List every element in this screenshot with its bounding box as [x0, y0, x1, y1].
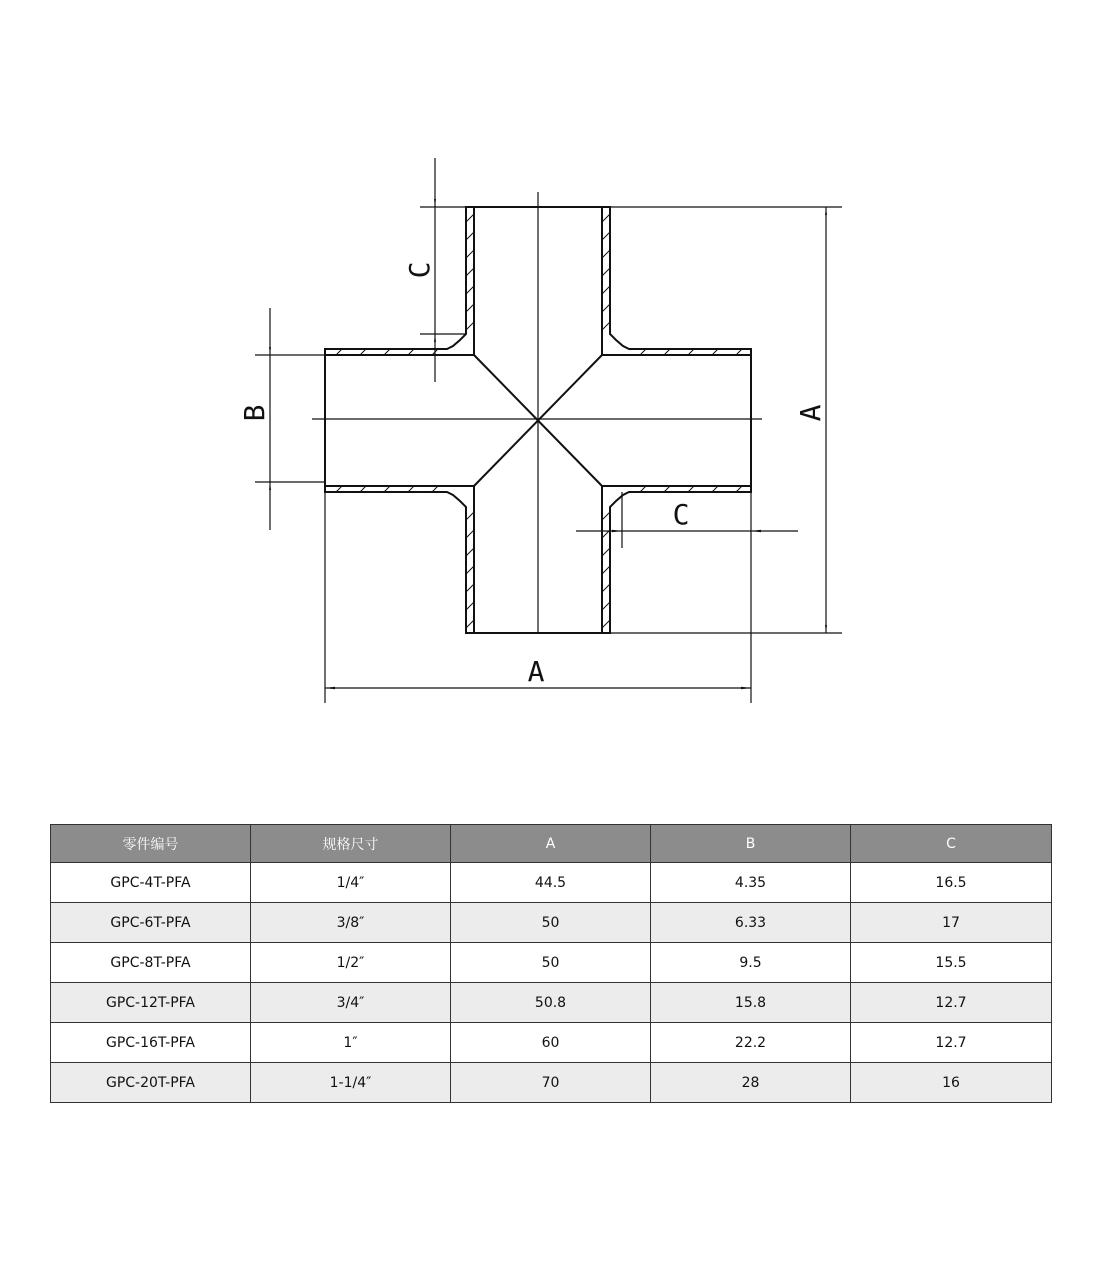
cell-c: 16	[851, 1063, 1052, 1103]
table-row	[51, 1063, 1052, 1103]
dimension-label-a-vertical: A	[794, 404, 827, 422]
cell-b: 4.35	[651, 863, 851, 903]
cell-b: 22.2	[651, 1023, 851, 1063]
cell-a: 70	[451, 1063, 651, 1103]
dimension-label-a-horizontal: A	[527, 655, 545, 688]
header-a: A	[451, 825, 651, 863]
cell-c: 12.7	[851, 1023, 1052, 1063]
table-row	[51, 903, 1052, 943]
header-part-number: 零件编号	[51, 825, 251, 863]
specification-table	[50, 824, 1052, 1103]
table-row	[51, 863, 1052, 903]
dimension-label-c-right: C	[672, 498, 690, 531]
dimension-lines	[270, 158, 826, 688]
header-b: B	[651, 825, 851, 863]
cell-c: 16.5	[851, 863, 1052, 903]
cell-size: 1/2″	[251, 943, 451, 983]
cell-size: 1-1/4″	[251, 1063, 451, 1103]
table-row	[51, 1023, 1052, 1063]
table-row	[51, 943, 1052, 983]
cell-part-number: GPC-16T-PFA	[51, 1023, 251, 1063]
dimension-label-c-top: C	[403, 261, 436, 279]
cell-size: 3/4″	[251, 983, 451, 1023]
cell-c: 17	[851, 903, 1052, 943]
cell-a: 50	[451, 943, 651, 983]
cell-part-number: GPC-6T-PFA	[51, 903, 251, 943]
table-header-row	[51, 825, 1052, 863]
cell-part-number: GPC-4T-PFA	[51, 863, 251, 903]
table-row	[51, 983, 1052, 1023]
cell-a: 60	[451, 1023, 651, 1063]
cell-a: 50	[451, 903, 651, 943]
extension-lines	[255, 207, 842, 703]
header-size: 规格尺寸	[251, 825, 451, 863]
cell-b: 9.5	[651, 943, 851, 983]
cell-size: 1/4″	[251, 863, 451, 903]
cell-part-number: GPC-12T-PFA	[51, 983, 251, 1023]
dimension-label-b: B	[238, 404, 271, 422]
cell-a: 44.5	[451, 863, 651, 903]
cell-part-number: GPC-8T-PFA	[51, 943, 251, 983]
cell-c: 12.7	[851, 983, 1052, 1023]
cell-c: 15.5	[851, 943, 1052, 983]
centerlines	[312, 192, 762, 634]
cell-size: 1″	[251, 1023, 451, 1063]
cell-size: 3/8″	[251, 903, 451, 943]
cell-part-number: GPC-20T-PFA	[51, 1063, 251, 1103]
header-c: C	[851, 825, 1052, 863]
cell-b: 15.8	[651, 983, 851, 1023]
cell-b: 6.33	[651, 903, 851, 943]
cell-a: 50.8	[451, 983, 651, 1023]
cell-b: 28	[651, 1063, 851, 1103]
